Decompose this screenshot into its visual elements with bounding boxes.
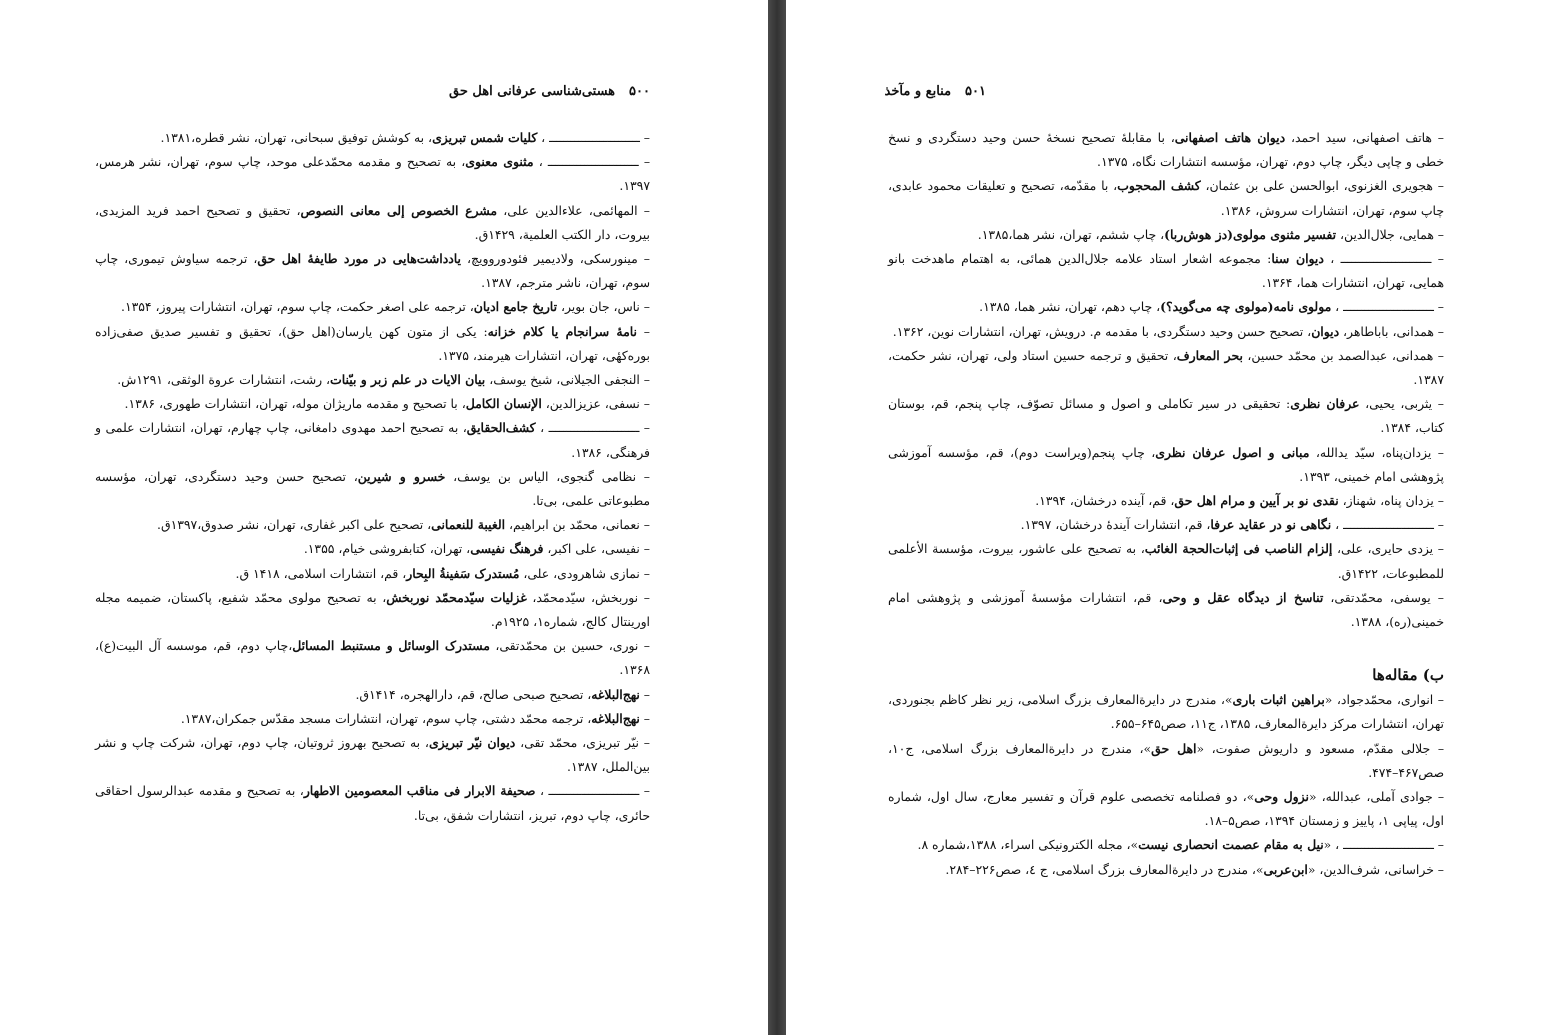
- entry-title: مستدرک الوسائل و مستنبط المسائل: [292, 638, 490, 654]
- right-page: [786, 0, 1562, 1035]
- entry-prefix: – همدانی، عبدالصمد بن محمّد حسین،: [1242, 347, 1444, 363]
- entry-details: ، چاپ دهم، تهران، نشر هما، ۱۳۸۵.: [979, 299, 1161, 315]
- entry-prefix: – یزدان‌پناه، سیّد یدالله،: [1309, 444, 1444, 460]
- entry-title: عرفان نظری: [1290, 396, 1360, 412]
- entry-title: صحیفة الابرار فی مناقب المعصومین الاطهار: [303, 783, 536, 799]
- bibliography-entry: [888, 174, 1444, 222]
- left-page: [0, 0, 768, 1035]
- entry-prefix: – خراسانی، شرف‌الدین، «: [1307, 861, 1444, 877]
- bibliography-entry: [888, 295, 1444, 319]
- entry-title: نگاهی نو در عقاید عرفا: [1210, 517, 1332, 533]
- bibliography-entry: [888, 833, 1444, 857]
- entry-prefix: – ـــــــــــــــــــــــــ ،: [537, 130, 650, 145]
- bibliography-entry: [95, 392, 650, 416]
- bibliography-entry: [888, 320, 1444, 344]
- bibliography-entry: [888, 344, 1444, 392]
- entry-prefix: – النجفی الجیلانی، شیخ یوسف،: [485, 372, 650, 388]
- entry-prefix: – نیّر تبریزی، محمّد تقی،: [515, 735, 651, 751]
- bibliography-entry: [95, 634, 650, 682]
- entry-details: ، قم، انتشارات اسلامی، ۱۴۱۸ ق.: [235, 565, 407, 581]
- entry-title: نهج‌البلاغه: [591, 686, 640, 702]
- entry-details: ، تصحیح حسن وحید دستگردی، با مقدمه م. درویش، تهران، انتشارات نوین، ۱۳۶۲.: [892, 323, 1312, 339]
- entry-title: یادداشت‌هایی در مورد طایفهٔ اهل حق: [257, 251, 461, 267]
- entry-prefix: – یزدی حایری، علی،: [1332, 541, 1444, 557]
- entry-details: ، تصحیح علی اکبر غفاری، تهران، نشر صدوق،۱۳۹۷ق.: [157, 517, 432, 533]
- entry-details: »، مندرج در دایرةالمعارف بزرگ اسلامی، زیر نظر کاظم بجنوردی، تهران، انتشارات مرکز دایرةالمعارف، ۱۳۸۵، ج۱۱، صص۶۴۵–۶۵۵.: [888, 692, 1444, 732]
- bibliography-entry: [95, 247, 650, 295]
- right-bibliography: [888, 126, 1444, 882]
- entry-prefix: –: [639, 686, 650, 702]
- entry-details: ، تحقیق و ترجمه حسین استاد ولی، تهران، نشر حکمت، ۱۳۸۷.: [888, 347, 1444, 388]
- bibliography-entry: [888, 537, 1444, 585]
- entry-details: ، ترجمه علی اصغر حکمت، چاپ سوم، تهران، انتشارات پیروز، ۱۳۵۴.: [121, 299, 474, 315]
- entry-title: نامهٔ سرانجام یا کلام خزانه: [487, 323, 637, 339]
- entry-title: مثنوی معنوی: [465, 154, 534, 170]
- entry-title: خسرو و شیرین: [357, 468, 446, 484]
- entry-details: ، به تصحیح و مقدمه عبدالرسول احقاقی حائری، چاپ دوم، تبریز، انتشارات شفق، بی‌تا.: [95, 783, 650, 823]
- entry-prefix: – مینورسکی، ولادیمیر فئودوروویچ،: [461, 251, 651, 267]
- bibliography-entry: [95, 465, 650, 513]
- entry-details: : یکی از متون کهن یارسان(اهل حق)، تحقیق و تفسیر صدیق صفی‌زاده بوره‌کهٔی، تهران، انتشارات هیرمند، ۱۳۷۵.: [95, 323, 650, 363]
- bibliography-entry: [95, 416, 650, 464]
- left-page-number: ۵۰۰: [629, 84, 650, 99]
- entry-title: براهین اثبات باری: [1232, 692, 1325, 708]
- entry-details: ، با تصحیح و مقدمه ماریژان موله، تهران، انتشارات طهوری، ۱۳۸۶.: [124, 396, 466, 412]
- entry-details: »، مجله الکترونیکی اسراء، ۱۳۸۸،شماره ۸.: [917, 837, 1139, 853]
- bibliography-entry: [95, 537, 650, 561]
- entry-prefix: – هجویری الغزنوی، ابوالحسن علی بن عثمان،: [1200, 178, 1444, 194]
- entry-prefix: – نوری، حسین بن محمّدتقی،: [489, 638, 650, 654]
- bibliography-entry: [95, 683, 650, 707]
- entry-details: ، ترجمه سیاوش تیموری، چاپ سوم، تهران، ناشر مترجم، ۱۳۸۷.: [95, 251, 650, 291]
- entry-prefix: – انواری، محمّدجواد، «: [1324, 692, 1444, 708]
- bibliography-entry: [95, 707, 650, 731]
- entry-prefix: – یثربی، یحیی،: [1359, 396, 1444, 412]
- entry-details: ،چاپ دوم، قم، موسسه آل البیت(ع)، ۱۳۶۸.: [95, 638, 650, 678]
- bibliography-entry: [888, 223, 1444, 247]
- entry-details: ، به تصحیح علی عاشور، بیروت، مؤسسة الأعلمی للمطبوعات، ۱۴۲۲ق.: [888, 541, 1444, 581]
- bibliography-entry: [888, 441, 1444, 489]
- bibliography-entry: [95, 199, 650, 247]
- entry-title: مشرع الخصوص إلی معانی النصوص: [300, 202, 497, 218]
- entry-title: نزول وحی: [1254, 789, 1309, 805]
- entry-details: ، ترجمه محمّد دشتی، چاپ سوم، تهران، انتشارات مسجد مقدّس جمکران،۱۳۸۷.: [180, 710, 592, 726]
- entry-details: ، چاپ پنجم(ویراست دوم)، قم، مؤسسه آموزشی پژوهشی امام خمینی، ۱۳۹۳.: [888, 444, 1444, 484]
- bibliography-entry: [888, 737, 1444, 785]
- entry-title: اهل حق: [1151, 740, 1197, 756]
- entry-prefix: – نوربخش، سیّدمحمّد،: [526, 589, 650, 605]
- entry-details: ، چاپ ششم، تهران، نشر هما،۱۳۸۵.: [977, 226, 1165, 242]
- entry-title: إلزام الناصب فی إثبات‌الحجة الغائب: [1144, 541, 1333, 557]
- entry-title: مبانی و اصول عرفان نظری: [1155, 444, 1310, 460]
- entry-prefix: – نسفی، عزیزالدین،: [541, 396, 650, 412]
- entry-title: بیان الایات در علم زبر و بیّنات: [330, 372, 486, 388]
- entry-title: نیل به مقام عصمت انحصاری نیست: [1138, 837, 1324, 853]
- entry-prefix: – همایی، جلال‌الدین،: [1336, 226, 1444, 242]
- entry-prefix: – جلالی مقدّم، مسعود و داریوش صفوت، «: [1196, 740, 1445, 756]
- articles-list: [888, 688, 1444, 882]
- right-running-header: [885, 84, 986, 99]
- entry-title: فرهنگ نفیسی: [470, 541, 544, 557]
- bibliography-entry: [95, 320, 650, 368]
- entry-details: ، با مقدّمه، تصحیح و تعلیقات محمود عابدی، چاپ سوم، تهران، انتشارات سروش، ۱۳۸۶.: [888, 178, 1444, 218]
- entry-details: ، تحقیق و تصحیح احمد فرید المزیدی، بیروت، دار الکتب العلمیة، ۱۴۲۹ق.: [95, 202, 650, 242]
- entry-title: ابن‌عربی: [1263, 861, 1308, 877]
- bibliography-entry: [888, 858, 1444, 882]
- bibliography-entry: [888, 489, 1444, 513]
- entry-title: بحر المعارف: [1176, 347, 1243, 363]
- left-running-header: [449, 84, 650, 99]
- entry-prefix: – ـــــــــــــــــــــــــ ،: [1331, 299, 1444, 315]
- left-running-title: هستی‌شناسی عرفانی اهل حق: [449, 84, 616, 99]
- entry-title: دیوان: [1311, 323, 1340, 339]
- entry-title: مُستدرک سَفینةُ البِحار: [406, 565, 520, 581]
- bibliography-entry: [95, 586, 650, 634]
- bibliography-entry: [888, 247, 1444, 295]
- bibliography-entry: [95, 126, 650, 150]
- entry-details: ، به تصحیح و مقدمه محمّدعلی موحد، چاپ سوم، تهران، نشر هرمس، ۱۳۹۷.: [95, 154, 650, 194]
- entry-title: دیوان هاتف اصفهانی: [1174, 130, 1286, 145]
- entry-details: ، به تصحیح احمد مهدوی دامغانی، چاپ چهارم، تهران، انتشارات علمی و فرهنگی، ۱۳۸۶.: [95, 420, 650, 460]
- book-gutter: [768, 0, 786, 1035]
- entry-details: ، به تصحیح بهروز ثروتیان، چاپ دوم، تهران، شرکت چاپ و نشر بین‌الملل، ۱۳۸۷.: [95, 735, 650, 775]
- entry-prefix: – نمازی شاهرودی، علی،: [519, 565, 650, 581]
- entry-details: »، دو فصلنامه تخصصی علوم قرآن و تفسیر معارج، سال اول، شماره اول، پیاپی ۱، پاییز و زمستان ۱۳۹۴، صص۵–۱۸.: [888, 789, 1444, 829]
- bibliography-entry: [95, 779, 650, 827]
- left-bibliography: [95, 126, 650, 828]
- section-title-articles: ب) مقاله‌ها: [1372, 666, 1444, 685]
- entry-prefix: – هاتف اصفهانی، سید احمد،: [1285, 130, 1444, 145]
- entry-details: ، به کوشش توفیق سبحانی، تهران، نشر قطره،۱۳۸۱.: [160, 130, 433, 145]
- entry-details: ، تصحیح صبحی صالح، قم، دارالهجره، ۱۴۱۴ق.: [355, 686, 592, 702]
- bibliography-entry: [888, 126, 1444, 174]
- bibliography-entry: [888, 513, 1444, 537]
- entry-details: : تحقیقی در سیر تکاملی و اصول و مسائل تصوّف، چاپ پنجم، قم، بوستان کتاب، ۱۳۸۴.: [888, 396, 1444, 436]
- entry-title: تناسخ از دیدگاه عقل و وحی: [1162, 589, 1324, 605]
- entry-details: »، مندرج در دایرةالمعارف بزرگ اسلامی، ج ٤، صص۲۲۶–۲۸۴.: [945, 861, 1264, 877]
- entry-prefix: – ـــــــــــــــــــــــــ ،: [1331, 517, 1444, 533]
- entry-prefix: –: [636, 323, 651, 339]
- entry-title: غزلیات سیّدمحمّد نوربخش: [386, 589, 527, 605]
- entry-prefix: – نظامی گنجوی، الیاس بن یوسف،: [445, 468, 651, 484]
- entry-title: نهج‌البلاغه: [591, 710, 640, 726]
- entry-prefix: –: [639, 710, 650, 726]
- entry-details: ، تهران، کتابفروشی خیام، ۱۳۵۵.: [303, 541, 471, 557]
- entry-prefix: – همدانی، باباطاهر،: [1339, 323, 1444, 339]
- bibliography-entry: [888, 392, 1444, 440]
- entry-title: دیوان سنا: [1271, 251, 1324, 267]
- entry-title: کلیات شمس تبریزی: [432, 130, 538, 145]
- entry-details: ، رشت، انتشارات عروة الوثقی، ۱۲۹۱ش.: [117, 372, 331, 388]
- entry-details: ، قم، انتشارات مؤسسهٔ آموزشی و پژوهشی امام خمینی(ره)، ۱۳۸۸.: [888, 589, 1444, 630]
- entry-prefix: – نفیسی، علی اکبر،: [543, 541, 650, 557]
- books-list: [888, 126, 1444, 634]
- entry-prefix: – ـــــــــــــــــــــــــ ،: [535, 783, 651, 799]
- right-running-title: منابع و مآخذ: [884, 84, 952, 99]
- bibliography-entry: [95, 513, 650, 537]
- entry-prefix: – المهائمی، علاءالدین علی،: [497, 202, 650, 218]
- entry-prefix: – نعمانی، محمّد بن ابراهیم،: [505, 517, 650, 533]
- entry-title: کشف‌الحقایق: [466, 420, 536, 436]
- entry-details: ، قم، انتشارات آیندهٔ درخشان، ۱۳۹۷.: [1020, 517, 1211, 533]
- entry-title: الغیبة للنعمانی: [431, 517, 506, 533]
- entry-prefix: – یوسفی، محمّدتقی،: [1323, 589, 1444, 605]
- entry-title: تفسیر مثنوی مولوی(دز هوش‌ربا): [1164, 226, 1337, 242]
- entry-prefix: – جوادی آملی، عبدالله، «: [1308, 789, 1445, 805]
- entry-details: ، تصحیح حسن وحید دستگردی، تهران، مؤسسه مطبوعاتی علمی، بی‌تا.: [95, 468, 650, 509]
- entry-details: : مجموعه اشعار استاد علامه جلال‌الدین همائی، به اهتمام ماهدخت بانو همایی، تهران، انتشارات هما، ۱۳۶۴.: [888, 251, 1444, 291]
- entry-prefix: – یزدان پناه، شهناز،: [1338, 493, 1444, 509]
- bibliography-entry: [95, 295, 650, 319]
- bibliography-entry: [888, 688, 1444, 736]
- entry-prefix: – ـــــــــــــــــــــــــ ،: [1323, 251, 1444, 267]
- entry-title: تاریخ جامع ادیان: [473, 299, 558, 315]
- entry-details: ، به تصحیح مولوی محمّد شفیع، پاکستان، ضمیمه مجله اورینتال کالج، شماره۱، ۱۹۲۵م.: [95, 589, 650, 630]
- entry-title: الإنسان الکامل: [465, 396, 542, 412]
- entry-title: دیوان نیّر تبریزی: [428, 735, 516, 751]
- entry-title: کشف المحجوب: [1117, 178, 1201, 194]
- bibliography-entry: [95, 731, 650, 779]
- entry-prefix: – ـــــــــــــــــــــــــ ،: [535, 420, 650, 436]
- entry-details: ، قم، آینده درخشان، ۱۳۹۴.: [1035, 493, 1175, 509]
- entry-prefix: – ـــــــــــــــــــــــــ ، «: [1323, 837, 1444, 853]
- bibliography-entry: [888, 586, 1444, 634]
- bibliography-entry: [888, 785, 1444, 833]
- entry-details: »، مندرج در دایرةالمعارف بزرگ اسلامی، ج۱۰، صص۴۶۷–۴۷۴.: [888, 740, 1444, 780]
- entry-details: ، با مقابلهٔ تصحیح نسخهٔ حسن وحید دستگردی و نسخ خطی و چاپی دیگر، چاپ دوم، تهران، مؤسسه انتشارات نگاه، ۱۳۷۵.: [888, 130, 1444, 170]
- entry-prefix: – ـــــــــــــــــــــــــ ،: [533, 154, 651, 170]
- entry-title: نقدی نو بر آیین و مرام اهل حق: [1174, 493, 1339, 509]
- right-page-number: ۵۰۱: [965, 84, 986, 99]
- entry-title: مولوی نامه(مولوی چه می‌گوید؟): [1160, 299, 1332, 315]
- bibliography-entry: [95, 150, 650, 198]
- entry-prefix: – ناس، جان بویر،: [557, 299, 650, 315]
- bibliography-entry: [95, 368, 650, 392]
- bibliography-entry: [95, 562, 650, 586]
